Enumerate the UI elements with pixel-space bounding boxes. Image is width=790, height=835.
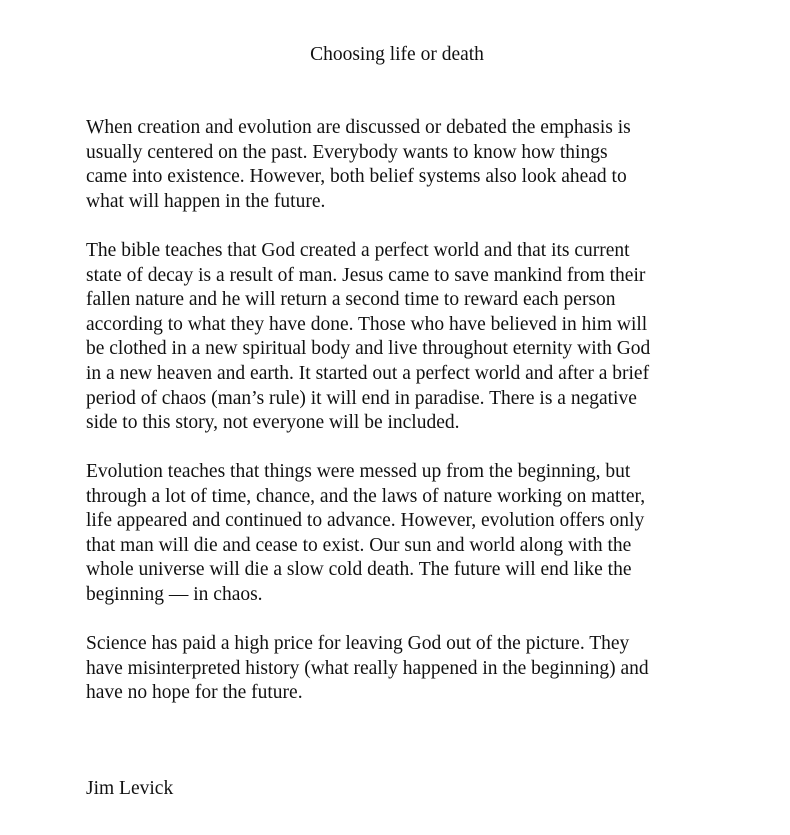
document-title: Choosing life or death xyxy=(310,44,484,65)
paragraph-line: usually centered on the past. Everybody wants to know how things xyxy=(86,141,608,163)
paragraph-line: Science has paid a high price for leaving God out of the picture. They xyxy=(86,633,630,654)
paragraph-evolution xyxy=(86,460,766,608)
paragraph-line: When creation and evolution are discussed or debated the emphasis is xyxy=(86,117,631,138)
paragraph-line: The bible teaches that God created a perfect world and that its current xyxy=(86,240,630,261)
paragraph-line: be clothed in a new spiritual body and live throughout eternity with God xyxy=(86,338,651,360)
paragraph-line: came into existence. However, both belief systems also look ahead to xyxy=(86,166,627,188)
paragraph-intro xyxy=(86,116,766,214)
paragraph-line: side to this story, not everyone will be included. xyxy=(86,412,460,434)
paragraph-line: that man will die and cease to exist. Our sun and world along with the xyxy=(86,534,632,556)
paragraph-line: what will happen in the future. xyxy=(86,190,326,212)
paragraph-line: fallen nature and he will return a second time to reward each person xyxy=(86,289,616,311)
paragraph-bible xyxy=(86,239,766,436)
paragraph-line: in a new heaven and earth. It started out a perfect world and after a brief xyxy=(86,362,650,384)
paragraph-line: state of decay is a result of man. Jesus came to save mankind from their xyxy=(86,264,646,286)
author-signature: Jim Levick xyxy=(86,778,174,799)
paragraph-science xyxy=(86,632,766,706)
paragraph-line: according to what they have done. Those who have believed in him will xyxy=(86,313,648,335)
paragraph-line: beginning — in chaos. xyxy=(86,583,263,605)
paragraph-line: whole universe will die a slow cold death. The future will end like the xyxy=(86,559,632,581)
paragraph-line: through a lot of time, chance, and the laws of nature working on matter, xyxy=(86,485,646,507)
paragraph-line: have misinterpreted history (what really happened in the beginning) and xyxy=(86,657,649,679)
paragraph-line: period of chaos (man’s rule) it will end in paradise. There is a negative xyxy=(86,387,637,409)
paragraph-line: Evolution teaches that things were messed up from the beginning, but xyxy=(86,461,631,482)
paragraph-line: life appeared and continued to advance. However, evolution offers only xyxy=(86,510,645,532)
paragraph-line: have no hope for the future. xyxy=(86,682,303,704)
